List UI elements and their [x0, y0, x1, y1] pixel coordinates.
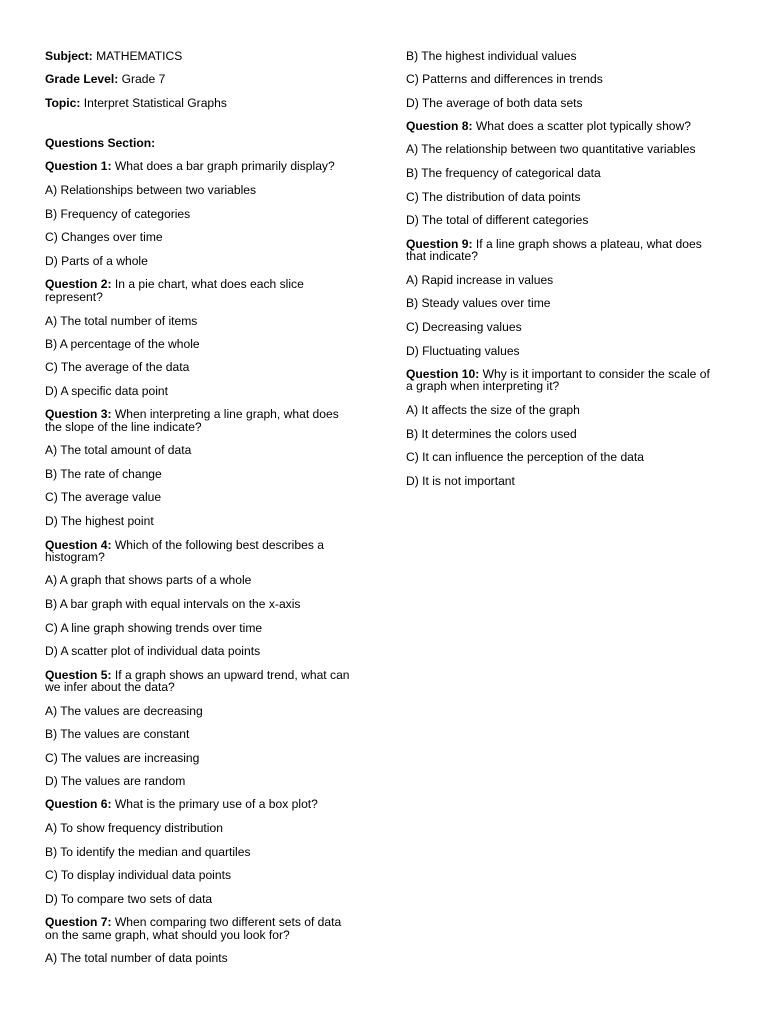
grade-line — [45, 73, 165, 86]
question-3-option-c: C) The average value — [45, 490, 162, 504]
question-4-option-d: D) A scatter plot of individual data points — [45, 644, 261, 658]
question-9-option-b: B) Steady values over time — [406, 296, 551, 310]
question-1-stem: Question 1: What does a bar graph primarily display? — [45, 159, 335, 173]
question-10-stem-cont: a graph when interpreting it? — [406, 379, 560, 393]
question-7-option-c: C) Patterns and differences in trends — [406, 72, 603, 86]
question-7-option-a: A) The total number of data points — [45, 951, 228, 965]
question-9-option-d: D) Fluctuating values — [406, 344, 520, 358]
question-4-option-a: A) A graph that shows parts of a whole — [45, 573, 252, 587]
question-3-option-a: A) The total amount of data — [45, 443, 192, 457]
question-1-option-b: B) Frequency of categories — [45, 207, 191, 221]
section-title: Questions Section: — [45, 136, 156, 150]
question-10-option-d: D) It is not important — [406, 474, 515, 488]
question-10-stem: Question 10: Why is it important to consider the scale of — [406, 367, 710, 381]
question-4-option-b: B) A bar graph with equal intervals on the x-axis — [45, 597, 301, 611]
question-5-option-b: B) The values are constant — [45, 727, 190, 741]
question-5-stem-cont: we infer about the data? — [45, 680, 175, 694]
question-2-option-b: B) A percentage of the whole — [45, 337, 200, 351]
question-1-option-c: C) Changes over time — [45, 230, 163, 244]
question-9-option-c: C) Decreasing values — [406, 320, 522, 334]
question-10-option-b: B) It determines the colors used — [406, 427, 577, 441]
question-7-stem: Question 7: When comparing two different sets of data — [45, 915, 342, 929]
question-7-option-d: D) The average of both data sets — [406, 96, 583, 110]
question-5-option-d: D) The values are random — [45, 774, 186, 788]
subject-label: Subject: — [45, 49, 93, 63]
question-10-option-a: A) It affects the size of the graph — [406, 403, 580, 417]
question-9-option-a: A) Rapid increase in values — [406, 273, 554, 287]
question-5-stem: Question 5: If a graph shows an upward trend, what can — [45, 668, 350, 682]
question-5-option-c: C) The values are increasing — [45, 751, 200, 765]
question-3-option-d: D) The highest point — [45, 514, 154, 528]
question-7-stem-cont: on the same graph, what should you look for? — [45, 928, 290, 942]
question-1-option-a: A) Relationships between two variables — [45, 183, 257, 197]
question-2-option-d: D) A specific data point — [45, 384, 169, 398]
question-8-option-d: D) The total of different categories — [406, 213, 589, 227]
grade-value: Grade 7 — [118, 72, 166, 86]
question-4-stem-cont: histogram? — [45, 550, 105, 564]
subject-line — [45, 50, 182, 63]
question-10-option-c: C) It can influence the perception of the data — [406, 450, 644, 464]
question-6-option-b: B) To identify the median and quartiles — [45, 845, 251, 859]
question-8-option-b: B) The frequency of categorical data — [406, 166, 601, 180]
question-8-option-c: C) The distribution of data points — [406, 190, 581, 204]
question-6-option-a: A) To show frequency distribution — [45, 821, 223, 835]
question-6-stem: Question 6: What is the primary use of a box plot? — [45, 797, 318, 811]
question-8-option-a: A) The relationship between two quantitative variables — [406, 142, 696, 156]
subject-value: MATHEMATICS — [92, 49, 183, 63]
question-2-stem-cont: represent? — [45, 290, 103, 304]
question-3-stem-cont: the slope of the line indicate? — [45, 420, 202, 434]
topic-line — [45, 97, 227, 110]
question-7-option-b: B) The highest individual values — [406, 49, 577, 63]
topic-value: Interpret Statistical Graphs — [80, 96, 227, 110]
question-2-option-c: C) The average of the data — [45, 360, 190, 374]
question-3-stem: Question 3: When interpreting a line graph, what does — [45, 407, 339, 421]
question-4-stem: Question 4: Which of the following best describes a — [45, 538, 324, 552]
grade-label: Grade Level: — [45, 72, 119, 86]
question-6-option-d: D) To compare two sets of data — [45, 892, 213, 906]
question-9-stem: Question 9: If a line graph shows a plateau, what does — [406, 237, 702, 251]
question-2-stem: Question 2: In a pie chart, what does each slice — [45, 277, 304, 291]
question-5-option-a: A) The values are decreasing — [45, 704, 203, 718]
question-1-option-d: D) Parts of a whole — [45, 254, 148, 268]
question-8-stem: Question 8: What does a scatter plot typically show? — [406, 119, 691, 133]
question-9-stem-cont: that indicate? — [406, 249, 478, 263]
topic-label: Topic: — [45, 96, 81, 110]
question-6-option-c: C) To display individual data points — [45, 868, 231, 882]
question-2-option-a: A) The total number of items — [45, 314, 198, 328]
question-3-option-b: B) The rate of change — [45, 467, 162, 481]
question-4-option-c: C) A line graph showing trends over time — [45, 621, 263, 635]
